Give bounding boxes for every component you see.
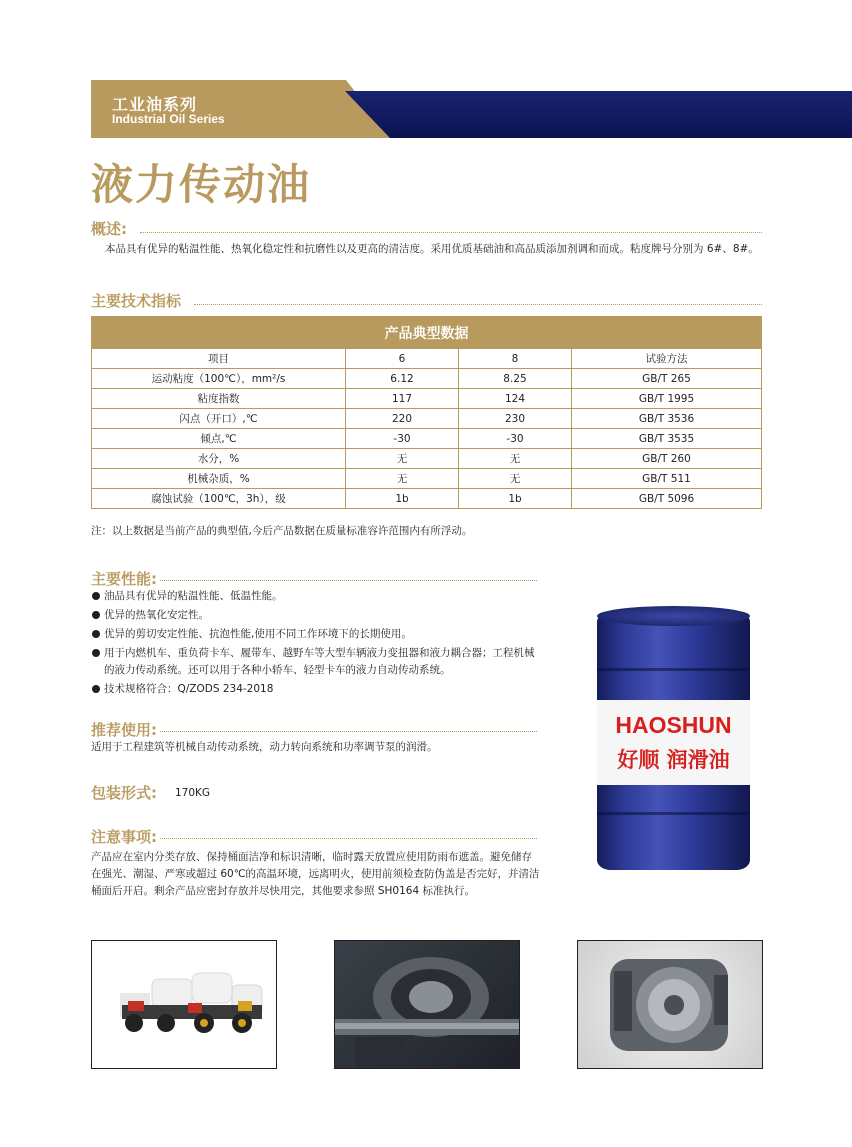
performance-divider (160, 580, 537, 581)
list-item: 优异的剪切安定性能、抗泡性能,使用不同工作环境下的长期使用。 (91, 626, 541, 643)
column-header: 项目 (92, 349, 346, 369)
table-cell: 无 (459, 469, 572, 489)
usage-title: 推荐使用: (91, 721, 157, 739)
list-item: 用于内燃机车、重负荷卡车、履带车、越野车等大型车辆液力变扭器和液力耦合器；工程机械的液力传动系统。还可以用于各种小轿车、轻型卡车的液力自动传动系统。 (91, 645, 541, 679)
brand-name-cn: 好顺 润滑油 (617, 748, 730, 772)
notes-title: 注意事项: (91, 828, 157, 846)
table-cell: 6.12 (346, 369, 459, 389)
table-cell: 无 (459, 449, 572, 469)
performance-title: 主要性能: (91, 570, 157, 588)
table-cell: GB/T 3536 (572, 409, 762, 429)
table-cell: 无 (346, 449, 459, 469)
brand-name-en: HAOSHUN (615, 712, 732, 738)
table-header-row (92, 349, 762, 369)
header-banner-navy (345, 91, 852, 138)
overview-divider (140, 232, 762, 233)
table-cell: GB/T 3535 (572, 429, 762, 449)
table-cell: GB/T 260 (572, 449, 762, 469)
barrel-rib (597, 812, 750, 815)
bullet-icon (92, 592, 100, 600)
column-header: 6 (346, 349, 459, 369)
table-cell: 倾点,℃ (92, 429, 346, 449)
usage-text: 适用于工程建筑等机械自动传动系统，动力转向系统和功率调节泵的润滑。 (91, 741, 438, 753)
specs-title: 主要技术指标 (91, 292, 182, 310)
table-cell: -30 (346, 429, 459, 449)
table-cell: 腐蚀试验（100℃，3h），级 (92, 489, 346, 509)
performance-list (91, 588, 541, 700)
packaging-value: 170KG (175, 787, 211, 799)
list-item: 油品具有优异的粘温性能、低温性能。 (91, 588, 541, 605)
notes-text: 产品应在室内分类存放、保持桶面洁净和标识清晰，临时露天放置应使用防雨布遮盖。避免储存在强光、潮湿、严寒或超过 60℃的高温环境，远离明火，使用前须检查防伪盖是否完好，并清洁桶面后开启。剩余产品应密封存放并尽快用完，其他要求参照 SH0164 标准执行。 (91, 851, 540, 897)
table-cell: 8.25 (459, 369, 572, 389)
overview-title: 概述: (91, 220, 127, 238)
table-note: 注：以上数据是当前产品的典型值,今后产品数据在质量标准容许范围内有所浮动。 (91, 525, 473, 537)
bullet-icon (92, 649, 100, 657)
table-row (92, 409, 762, 429)
series-title-cn: 工业油系列 (112, 95, 198, 114)
table-row (92, 389, 762, 409)
column-header: 试验方法 (572, 349, 762, 369)
notes-divider (160, 838, 537, 839)
packaging-title: 包装形式: (91, 784, 157, 802)
spec-table (91, 316, 762, 509)
table-cell: GB/T 5096 (572, 489, 762, 509)
table-row (92, 429, 762, 449)
table-row (92, 369, 762, 389)
usage-divider (160, 731, 537, 732)
vehicle-photo (91, 940, 277, 1069)
gear-photo (334, 940, 520, 1069)
bullet-icon (92, 630, 100, 638)
table-row (92, 449, 762, 469)
table-cell: GB/T 1995 (572, 389, 762, 409)
bullet-icon (92, 611, 100, 619)
column-header: 8 (459, 349, 572, 369)
vehicles-illustration (92, 941, 276, 1068)
bullet-icon (92, 685, 100, 693)
list-item: 优异的热氧化安定性。 (91, 607, 541, 624)
table-cell: 闪点（开口）,℃ (92, 409, 346, 429)
specs-divider (194, 304, 762, 305)
table-cell: 1b (459, 489, 572, 509)
barrel-rib (597, 668, 750, 671)
table-cell: 117 (346, 389, 459, 409)
table-cell: 230 (459, 409, 572, 429)
table-caption: 产品典型数据 (92, 317, 762, 349)
overview-text: 本品具有优异的粘温性能、热氧化稳定性和抗磨性以及更高的清洁度。采用优质基础油和高品质添加剂调和而成。粘度牌号分别为 6#、8#。 (105, 243, 759, 255)
table-cell: 无 (346, 469, 459, 489)
table-cell: 124 (459, 389, 572, 409)
product-title: 液力传动油 (91, 160, 312, 209)
transmission-illustration (578, 941, 762, 1068)
table-cell: 粘度指数 (92, 389, 346, 409)
table-cell: 运动粘度（100℃），mm²/s (92, 369, 346, 389)
table-cell: 机械杂质，% (92, 469, 346, 489)
list-item: 技术规格符合：Q/ZODS 234-2018 (91, 681, 541, 698)
table-row (92, 469, 762, 489)
table-cell: 220 (346, 409, 459, 429)
table-cell: -30 (459, 429, 572, 449)
transmission-photo (577, 940, 763, 1069)
table-row (92, 489, 762, 509)
table-cell: GB/T 511 (572, 469, 762, 489)
barrel-lid (597, 606, 750, 626)
differential-gear-illustration (335, 941, 519, 1068)
series-title-en: Industrial Oil Series (112, 112, 225, 126)
table-cell: 1b (346, 489, 459, 509)
table-cell: 水分，% (92, 449, 346, 469)
table-cell: GB/T 265 (572, 369, 762, 389)
